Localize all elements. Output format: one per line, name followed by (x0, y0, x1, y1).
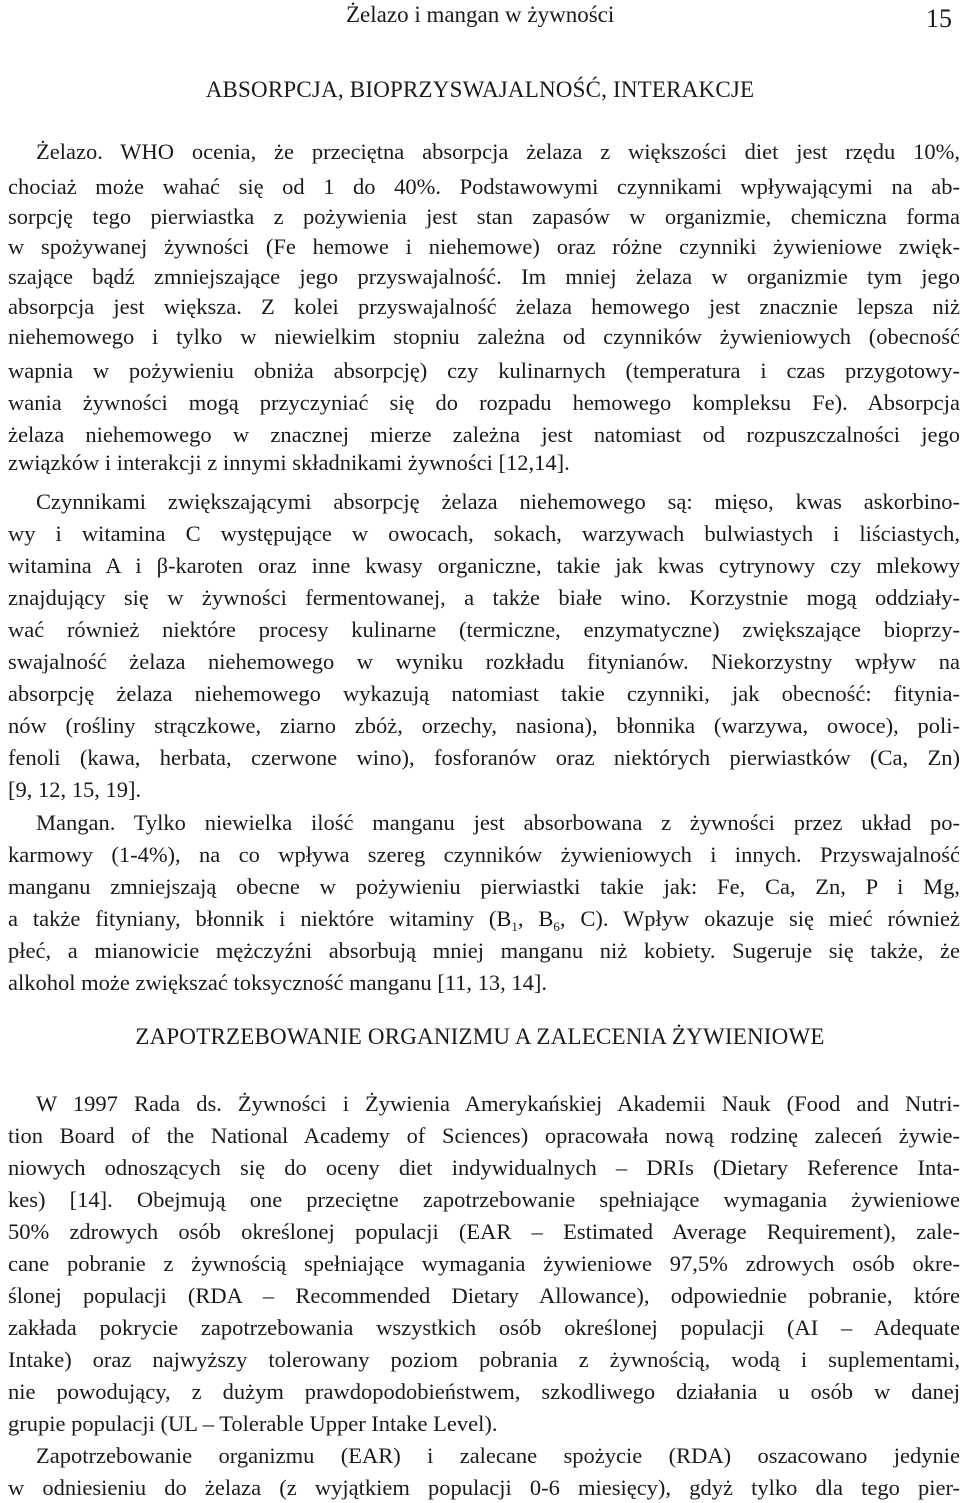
text-line-vitamins (8, 904, 960, 934)
text-line: związków i interakcji z innymi składnikami żywności [12,14]. (8, 450, 570, 475)
text-line: wy i witamina C występujące w owocach, sokach, warzywach bulwiastych i liściastych, (8, 521, 960, 546)
running-title: Żelazo i mangan w żywności (346, 2, 615, 27)
text-line: 50% zdrowych osób określonej populacji (EAR – Estimated Average Requirement), zale- (8, 1219, 960, 1244)
text-line: znajdujący się w żywności fermentowanej, a także białe wino. Korzystnie mogą oddziały- (8, 585, 960, 610)
text-line: wać również niektóre procesy kulinarne (termiczne, enzymatyczne) zwiększające bioprzy- (8, 617, 960, 642)
text-line: Czynnikami zwiększającymi absorpcję żelaza niehemowego są: mięso, kwas askorbino- (36, 489, 960, 514)
text-line: absorpcję żelaza niehemowego wykazują natomiast takie czynniki, jak obecność: fitynia- (8, 681, 960, 706)
text-line: witamina A i β-karoten oraz inne kwasy organiczne, takie jak kwas cytrynowy czy mlekowy (8, 553, 960, 578)
text-line: w spożywanej żywności (Fe hemowe i niehemowe) oraz różne czynniki żywieniowe zwięk- (8, 234, 960, 259)
section-heading-absorption: ABSORPCJA, BIOPRZYSWAJALNOŚĆ, INTERAKCJE (205, 77, 755, 102)
page-number: 15 (926, 4, 952, 33)
text-segment: , B (517, 906, 554, 931)
text-line: tion Board of the National Academy of Sciences) opracowała nową rodzinę zaleceń żywie- (8, 1123, 960, 1148)
text-line: Żelazo. WHO ocenia, że przeciętna absorpcja żelaza z większości diet jest rzędu 10%, (36, 139, 960, 164)
text-line: płeć, a mianowicie mężczyźni absorbują mniej manganu niż kobiety. Sugeruje się także, że (8, 938, 960, 963)
running-header (0, 0, 960, 40)
text-line: kes) [14]. Obejmują one przeciętne zapotrzebowanie spełniające wymagania żywieniowe (8, 1187, 960, 1212)
text-line: wapnia w pożywieniu obniża absorpcję) czy kulinarnych (temperatura i czas przygotowy- (8, 358, 960, 383)
text-line: [9, 12, 15, 19]. (8, 777, 142, 802)
subscript: 1 (511, 919, 518, 934)
text-line: Intake) oraz najwyższy tolerowany poziom pobrania z żywnością, wodą i suplementami, (8, 1347, 960, 1372)
text-line: chociaż może wahać się od 1 do 40%. Podstawowymi czynnikami wpływającymi na ab- (8, 174, 960, 199)
text-line: sorpcję tego pierwiastka z pożywienia jest stan zapasów w organizmie, chemiczna forma (8, 204, 960, 229)
text-line: w odniesieniu do żelaza (z wyjątkiem populacji 0-6 miesięcy), gdyż tylko dla tego pier- (8, 1475, 960, 1500)
text-line: niehemowego i tylko w niewielkim stopniu zależna od czynników żywieniowych (obecność (8, 324, 960, 349)
section-heading-requirements: ZAPOTRZEBOWANIE ORGANIZMU A ZALECENIA ŻYWIENIOWE (135, 1024, 825, 1049)
text-line: niowych odnoszących się do oceny diet indywidualnych – DRIs (Dietary Reference Inta- (8, 1155, 960, 1180)
subscript: 6 (553, 919, 560, 934)
text-line: wania żywności mogą przyczyniać się do rozpadu hemowego kompleksu Fe). Absorpcja (8, 390, 960, 415)
text-line: Zapotrzebowanie organizmu (EAR) i zalecane spożycie (RDA) oszacowano jedynie (36, 1443, 960, 1468)
text-segment: , C). Wpływ okazuje się mieć również (559, 906, 960, 931)
text-line: alkohol może zwiększać toksyczność manganu [11, 13, 14]. (8, 970, 548, 995)
text-line: manganu zmniejszają obecne w pożywieniu pierwiastki takie jak: Fe, Ca, Zn, P i Mg, (8, 874, 960, 899)
text-line: swajalność żelaza niehemowego w wyniku rozkładu fitynianów. Niekorzystny wpływ na (8, 649, 960, 674)
text-segment: a także fityniany, błonnik i niektóre witaminy (B (8, 906, 512, 931)
text-line: ślonej populacji (RDA – Recommended Dietary Allowance), odpowiednie pobranie, które (8, 1283, 960, 1308)
text-line: zakłada pokrycie zapotrzebowania wszystkich osób określonej populacji (AI – Adequate (8, 1315, 960, 1340)
text-line: absorpcja jest większa. Z kolei przyswajalność żelaza hemowego jest znacznie lepsza niż (8, 294, 960, 319)
text-line: grupie populacji (UL – Tolerable Upper Intake Level). (8, 1411, 498, 1436)
text-line: karmowy (1-4%), na co wpływa szereg czynników żywieniowych i innych. Przyswajalność (8, 842, 960, 867)
text-line: szające bądź zmniejszające jego przyswajalność. Im mniej żelaza w organizmie tym jego (8, 264, 960, 289)
text-line: fenoli (kawa, herbata, czerwone wino), fosforanów oraz niektórych pierwiastków (Ca, Zn) (8, 745, 960, 770)
text-line: żelaza niehemowego w znacznej mierze zależna jest natomiast od rozpuszczalności jego (8, 422, 960, 447)
text-line: cane pobranie z żywnością spełniające wymagania żywieniowe 97,5% zdrowych osób okre- (8, 1251, 960, 1276)
text-line: Mangan. Tylko niewielka ilość manganu jest absorbowana z żywności przez układ po- (36, 810, 960, 835)
text-line: nów (rośliny strączkowe, ziarno zbóż, orzechy, nasiona), błonnika (warzywa, owoce), poli- (8, 713, 960, 738)
text-line: W 1997 Rada ds. Żywności i Żywienia Amerykańskiej Akademii Nauk (Food and Nutri- (36, 1091, 960, 1116)
text-line: nie powodujący, z dużym prawdopodobieństwem, szkodliwego działania u osób w danej (8, 1379, 960, 1404)
